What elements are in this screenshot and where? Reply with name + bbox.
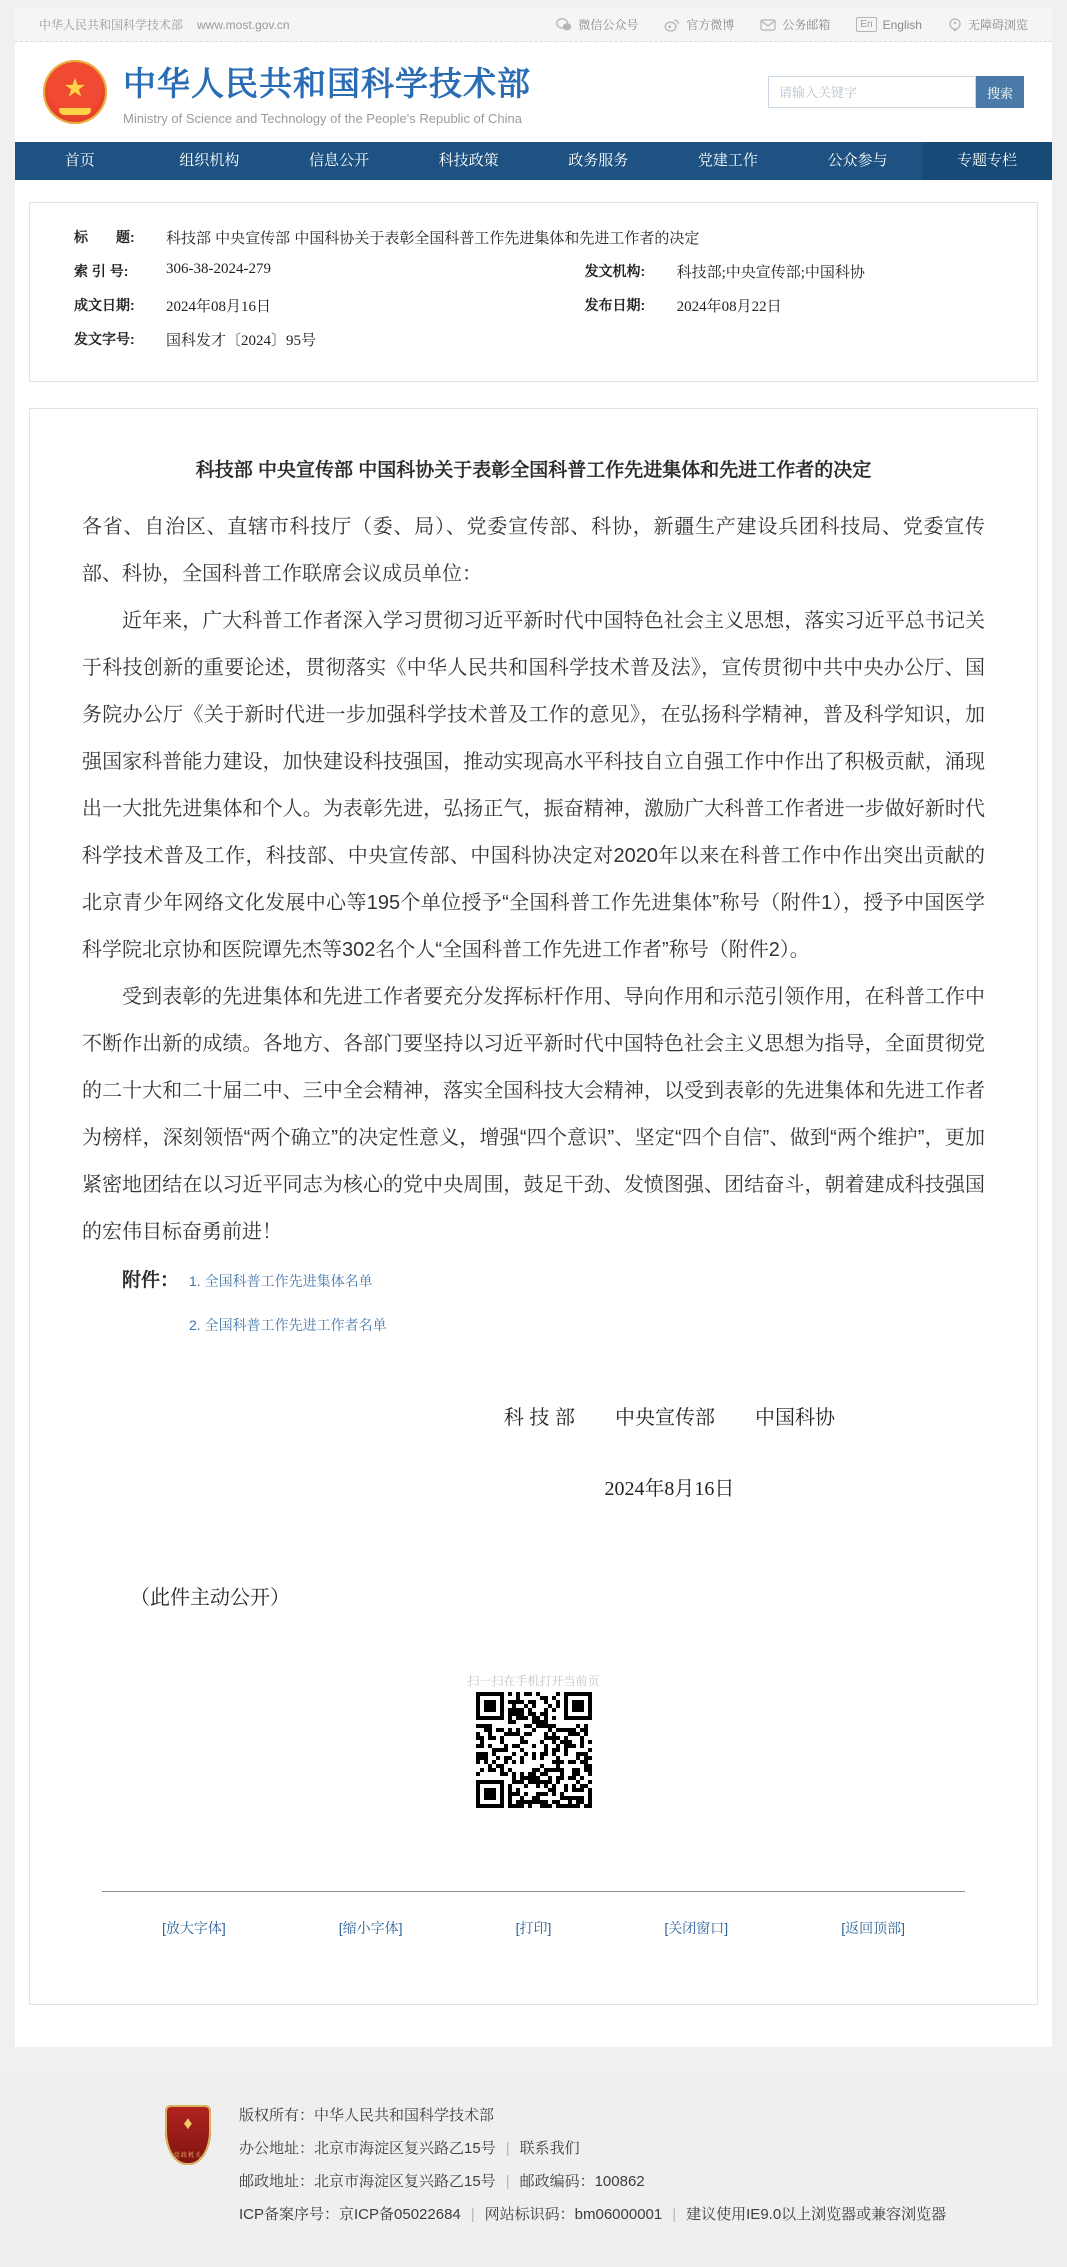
national-emblem-logo bbox=[43, 60, 107, 124]
nav-item-special-topics[interactable]: 专题专栏 bbox=[922, 142, 1052, 180]
gov-badge-icon bbox=[165, 2105, 211, 2165]
enlarge-font-button[interactable]: [放大字体] bbox=[162, 1920, 226, 1936]
meta-written-date-label: 成文日期: bbox=[74, 297, 135, 313]
back-to-top-button[interactable]: [返回顶部] bbox=[841, 1920, 905, 1936]
nav-item-sci-policy[interactable]: 科技政策 bbox=[438, 152, 499, 169]
search-input[interactable] bbox=[768, 76, 976, 108]
mail-link[interactable]: 公务邮箱 bbox=[760, 16, 830, 33]
footer-separator: | bbox=[470, 2206, 475, 2223]
accessibility-icon bbox=[948, 18, 962, 32]
nav-item-gov-services[interactable]: 政务服务 bbox=[568, 152, 629, 169]
footer-separator: | bbox=[505, 2173, 510, 2190]
shrink-font-button[interactable]: [缩小字体] bbox=[338, 1920, 403, 1936]
attachments-section bbox=[82, 1266, 985, 1359]
site-header bbox=[15, 42, 1052, 142]
meta-doc-number-value: 国科发才〔2024〕95号 bbox=[166, 333, 317, 349]
qr-code bbox=[476, 1692, 592, 1808]
document-paragraph: 各省、自治区、直辖市科技厅（委、局）、党委宣传部、科协，新疆生产建设兵团科技局、党委宣传部、科协，全国科普工作联席会议成员单位： bbox=[82, 516, 985, 585]
meta-doc-number-label: 发文字号: bbox=[74, 331, 135, 347]
document-meta-box bbox=[29, 202, 1038, 382]
site-url: www.most.gov.cn bbox=[197, 17, 290, 32]
footer-postal-code: 邮政编码：100862 bbox=[519, 2173, 645, 2190]
footer-office-address: 办公地址：北京市海淀区复兴路乙15号 bbox=[239, 2140, 496, 2157]
meta-title-label: 标 题: bbox=[74, 229, 135, 245]
attachments-label: 附件： bbox=[122, 1270, 180, 1291]
meta-agency-label: 发文机构: bbox=[584, 263, 646, 279]
footer-copyright: 版权所有：中华人民共和国科学技术部 bbox=[239, 2107, 495, 2124]
footer-separator: | bbox=[505, 2140, 510, 2157]
english-link[interactable]: En English bbox=[856, 17, 922, 32]
signers: 科 技 部 中央宣传部 中国科协 bbox=[503, 1407, 835, 1429]
footer-separator: | bbox=[672, 2206, 677, 2223]
meta-index-value: 306-38-2024-279 bbox=[166, 261, 271, 277]
meta-title-value: 科技部 中央宣传部 中国科协关于表彰全国科普工作先进集体和先进工作者的决定 bbox=[166, 230, 700, 247]
nav-item-home[interactable]: 首页 bbox=[64, 152, 95, 169]
close-window-button[interactable]: [关闭窗口] bbox=[664, 1920, 729, 1936]
site-subtitle: Ministry of Science and Technology of the People's Republic of China bbox=[123, 111, 522, 126]
signature-block bbox=[504, 1401, 835, 1501]
meta-index-label: 索 引 号: bbox=[74, 263, 129, 279]
qr-section bbox=[82, 1672, 985, 1813]
gov-badge-text: ♦ 党政机关 bbox=[173, 2153, 202, 2159]
contact-us-link[interactable]: 联系我们 bbox=[519, 2140, 580, 2157]
en-icon: En bbox=[856, 17, 876, 32]
footer-site-code: 网站标识码：bm06000001 bbox=[484, 2206, 663, 2223]
page-actions bbox=[82, 1892, 985, 1974]
accessibility-link[interactable]: 无障碍浏览 bbox=[948, 16, 1028, 33]
disclosure-note: （此件主动公开） bbox=[130, 1587, 290, 1609]
wechat-link[interactable]: 微信公众号 bbox=[556, 16, 638, 33]
document-title: 科技部 中央宣传部 中国科协关于表彰全国科普工作先进集体和先进工作者的决定 bbox=[195, 460, 872, 481]
print-button[interactable]: [打印] bbox=[515, 1920, 552, 1936]
page-container bbox=[15, 8, 1052, 2047]
top-utility-bar bbox=[15, 8, 1052, 42]
attachment-link-1[interactable]: 1. 全国科普工作先进集体名单 bbox=[189, 1273, 373, 1289]
site-footer bbox=[0, 2069, 1067, 2267]
mail-icon bbox=[760, 19, 776, 31]
footer-icp: ICP备案序号：京ICP备05022684 bbox=[239, 2206, 461, 2223]
nav-item-organization[interactable]: 组织机构 bbox=[179, 152, 240, 169]
meta-written-date-value: 2024年08月16日 bbox=[166, 299, 272, 315]
qr-caption: 扫一扫在手机打开当前页 bbox=[467, 1674, 600, 1688]
footer-postal-address: 邮政地址：北京市海淀区复兴路乙15号 bbox=[239, 2173, 496, 2190]
weibo-icon bbox=[664, 18, 680, 32]
meta-publish-date-label: 发布日期: bbox=[584, 297, 646, 313]
document-body-box bbox=[29, 408, 1038, 2005]
search-button[interactable]: 搜索 bbox=[976, 76, 1024, 108]
meta-publish-date-value: 2024年08月22日 bbox=[676, 299, 782, 315]
nav-item-party-building[interactable]: 党建工作 bbox=[697, 152, 758, 169]
nav-item-public-participation[interactable]: 公众参与 bbox=[827, 152, 888, 169]
nav-item-info-disclosure[interactable]: 信息公开 bbox=[309, 152, 370, 169]
meta-agency-value: 科技部;中央宣传部;中国科协 bbox=[676, 265, 865, 281]
attachment-link-2[interactable]: 2. 全国科普工作先进工作者名单 bbox=[189, 1317, 387, 1333]
document-paragraph: 近年来，广大科普工作者深入学习贯彻习近平新时代中国特色社会主义思想，落实习近平总书记关于科技创新的重要论述，贯彻落实《中华人民共和国科学技术普及法》，宣传贯彻中共中央办公厅、国务院办公厅《关于新时代进一步加强科学技术普及工作的意见》，在弘扬科学精神，普及科学知识，加强国家科普能力建设，加快建设科技强国，推动实现高水平科技自立自强工作中作出了积极贡献，涌现出一大批先进集体和个人。为表彰先进，弘扬正气，振奋精神，激励广大科普工作者进一步做好新时代科学技术普及工作，科技部、中央宣传部、中国科协决定对2020年以来在科普工作中作出突出贡献的北京青少年网络文化发展中心等195个单位授予“全国科普工作先进集体”称号（附件1），授予中国医学科学院北京协和医院谭先杰等302名个人“全国科普工作先进工作者”称号（附件2）。 bbox=[82, 610, 985, 961]
wechat-icon bbox=[556, 18, 572, 32]
main-nav bbox=[15, 142, 1052, 180]
sign-date: 2024年8月16日 bbox=[604, 1478, 735, 1500]
document-paragraph: 受到表彰的先进集体和先进工作者要充分发挥标杆作用、导向作用和示范引领作用，在科普工作中不断作出新的成绩。各地方、各部门要坚持以习近平新时代中国特色社会主义思想为指导，全面贯彻党的二十大和二十届二中、三中全会精神，落实全国科技大会精神，以受到表彰的先进集体和先进工作者为榜样，深刻领悟“两个确立”的决定性意义，增强“四个意识”、坚定“四个自信”、做到“两个维护”，更加紧密地团结在以习近平同志为核心的党中央周围，鼓足干劲、发愤图强、团结奋斗，朝着建成科技强国的宏伟目标奋勇前进！ bbox=[82, 986, 985, 1243]
content-area bbox=[15, 180, 1052, 2047]
footer-browser-note: 建议使用IE9.0以上浏览器或兼容浏览器 bbox=[686, 2206, 947, 2223]
search-box bbox=[768, 76, 1024, 108]
weibo-link[interactable]: 官方微博 bbox=[664, 16, 734, 33]
site-name: 中华人民共和国科学技术部 bbox=[39, 18, 184, 32]
site-title: 中华人民共和国科学技术部 bbox=[123, 65, 531, 102]
